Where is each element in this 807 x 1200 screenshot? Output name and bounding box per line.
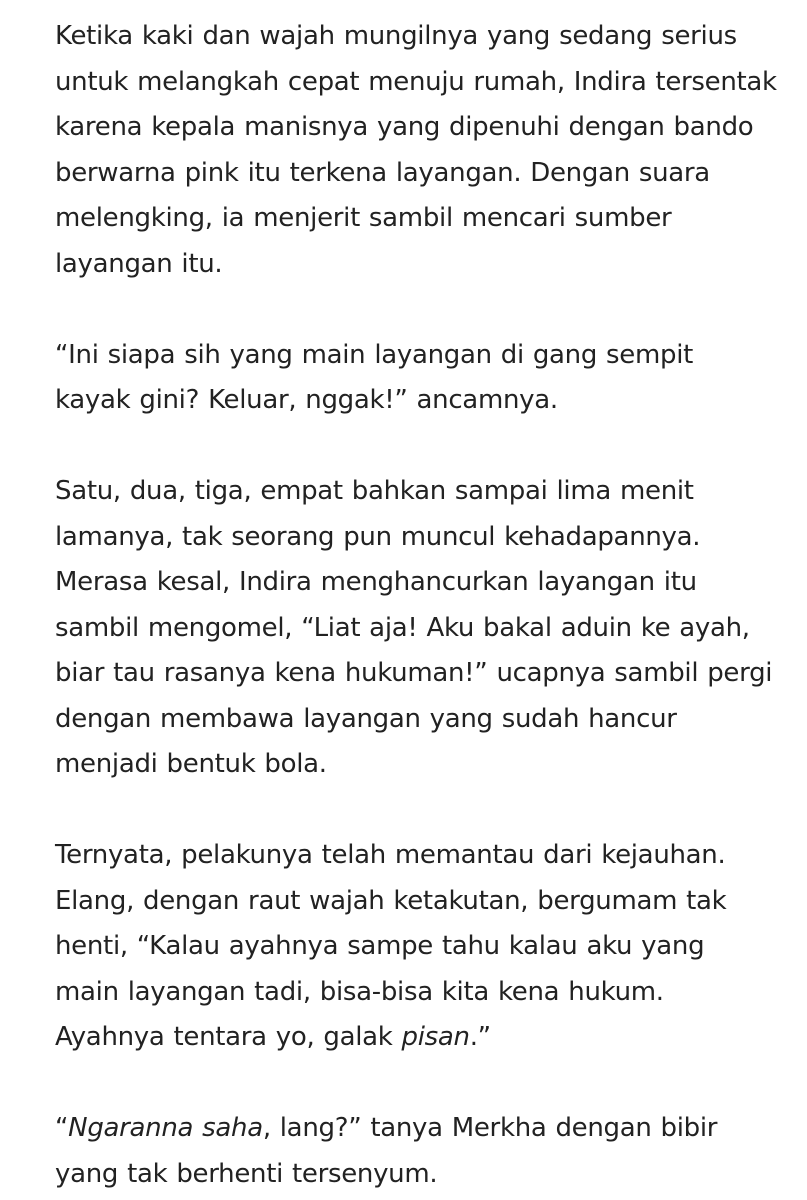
text-line: kayak gini? Keluar, nggak!” ancamnya. [55, 385, 558, 415]
text-line: henti, “Kalau ayahnya sampe tahu kalau aku yang [55, 931, 705, 961]
text-line: Ketika kaki dan wajah mungilnya yang sedang serius [55, 21, 737, 51]
text-line: Elang, dengan raut wajah ketakutan, bergumam tak [55, 885, 727, 916]
text-line: Merasa kesal, Indira menghancurkan layangan itu [55, 567, 697, 597]
text-line: untuk melangkah cepat menuju rumah, Indira tersentak [55, 66, 777, 97]
italic-word: pisan [401, 1022, 470, 1052]
text-line: karena kepala manisnya yang dipenuhi dengan bando [55, 112, 754, 142]
text-segment: “ [55, 1113, 69, 1143]
paragraph-3 [55, 469, 795, 788]
text-line: yang tak berhenti tersenyum. [55, 1158, 438, 1189]
text-line: “Ini siapa sih yang main layangan di gang sempit [55, 339, 694, 370]
text-line: menjadi bentuk bola. [55, 749, 327, 779]
text-segment: Ayahnya tentara yo, galak [55, 1022, 402, 1052]
italic-phrase: Ngaranna saha [68, 1113, 263, 1143]
text-line: melengking, ia menjerit sambil mencari sumber [55, 203, 672, 233]
text-line [55, 1015, 795, 1061]
text-line: biar tau rasanya kena hukuman!” ucapnya sambil pergi [55, 658, 773, 688]
text-line: main layangan tadi, bisa-bisa kita kena hukum. [55, 976, 664, 1007]
text-line: lamanya, tak seorang pun muncul kehadapannya. [55, 521, 701, 552]
text-line [55, 1106, 795, 1152]
story-text [55, 14, 795, 1197]
text-line: dengan membawa layangan yang sudah hancur [55, 703, 677, 734]
paragraph-1 [55, 14, 795, 287]
paragraph-2 [55, 333, 795, 424]
text-line: sambil mengomel, “Liat aja! Aku bakal aduin ke ayah, [55, 612, 750, 643]
text-line: Ternyata, pelakunya telah memantau dari kejauhan. [55, 840, 726, 870]
text-segment: , lang?” tanya Merkha dengan bibir [262, 1113, 718, 1143]
text-line: berwarna pink itu terkena layangan. Dengan suara [55, 157, 710, 188]
paragraph-4 [55, 833, 795, 1061]
text-line: Satu, dua, tiga, empat bahkan sampai lima menit [55, 476, 694, 506]
paragraph-5 [55, 1106, 795, 1197]
text-line: layangan itu. [55, 248, 223, 279]
text-segment: .” [469, 1022, 491, 1052]
